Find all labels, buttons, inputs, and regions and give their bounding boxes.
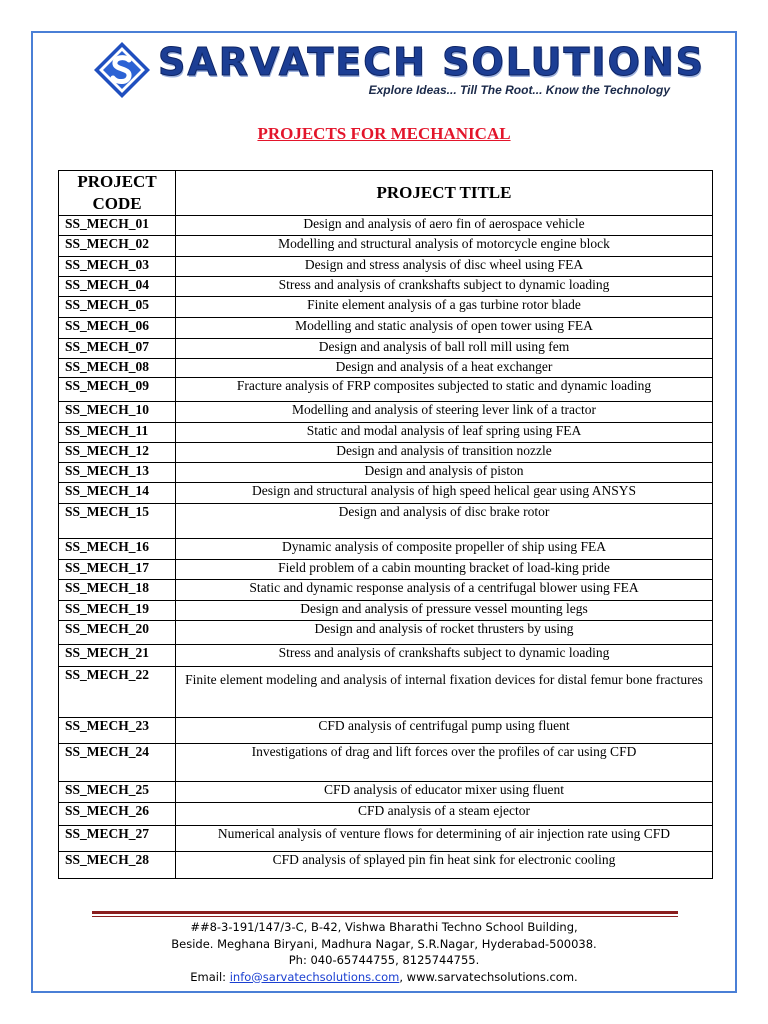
table-header-row: [59, 171, 713, 216]
project-title-cell: Static and dynamic response analysis of a centrifugal blower using FEA: [176, 580, 713, 601]
project-code-cell: SS_MECH_21: [59, 645, 176, 667]
project-code-cell: SS_MECH_15: [59, 504, 176, 539]
table-row: [59, 277, 713, 297]
document-title: [0, 124, 768, 144]
project-title-cell: Design and analysis of transition nozzle: [176, 443, 713, 463]
table-row: [59, 645, 713, 667]
phone-numbers: Ph: 040-65744755, 8125744755.: [288, 953, 480, 967]
project-code-cell: SS_MECH_26: [59, 803, 176, 826]
project-code-cell: SS_MECH_19: [59, 601, 176, 621]
table-row: [59, 483, 713, 504]
projects-table: [58, 170, 713, 879]
document-title-text: PROJECTS FOR MECHANICAL: [257, 124, 511, 143]
project-code-cell: SS_MECH_05: [59, 297, 176, 318]
table-row: [59, 803, 713, 826]
project-title-cell: Design and stress analysis of disc wheel using FEA: [176, 257, 713, 277]
letterhead: [92, 40, 706, 102]
project-title-cell: Design and analysis of pressure vessel mounting legs: [176, 601, 713, 621]
project-code-cell: SS_MECH_06: [59, 318, 176, 339]
project-title-cell: Modelling and analysis of steering lever link of a tractor: [176, 402, 713, 423]
table-row: [59, 601, 713, 621]
table-row: [59, 852, 713, 879]
project-title-cell: Design and analysis of aero fin of aerospace vehicle: [176, 216, 713, 236]
project-title-cell: Design and analysis of rocket thrusters by using: [176, 621, 713, 645]
email-label: Email:: [190, 969, 230, 984]
company-logo-icon: [92, 40, 152, 100]
table-row: [59, 216, 713, 236]
footer-divider-thin: [92, 916, 678, 917]
project-title-cell: Finite element modeling and analysis of internal fixation devices for distal femur bone fractures: [176, 667, 713, 718]
footer-divider: [92, 911, 678, 914]
project-title-cell: Numerical analysis of venture flows for determining of air injection rate using CFD: [176, 826, 713, 852]
project-title-cell: Stress and analysis of crankshafts subject to dynamic loading: [176, 277, 713, 297]
table-row: [59, 826, 713, 852]
project-code-cell: SS_MECH_25: [59, 782, 176, 803]
header-project-title: PROJECT TITLE: [176, 171, 713, 216]
project-title-cell: Design and analysis of piston: [176, 463, 713, 483]
project-code-cell: SS_MECH_02: [59, 236, 176, 257]
project-code-cell: SS_MECH_10: [59, 402, 176, 423]
email-line: [0, 969, 768, 986]
email-link[interactable]: info@sarvatechsolutions.com: [229, 969, 400, 984]
table-row: [59, 667, 713, 718]
project-code-cell: SS_MECH_07: [59, 339, 176, 359]
project-code-cell: SS_MECH_13: [59, 463, 176, 483]
table-row: [59, 782, 713, 803]
table-row: [59, 443, 713, 463]
project-code-cell: SS_MECH_27: [59, 826, 176, 852]
table-row: [59, 359, 713, 378]
project-title-cell: CFD analysis of educator mixer using fluent: [176, 782, 713, 803]
project-code-cell: SS_MECH_11: [59, 423, 176, 443]
project-title-cell: CFD analysis of a steam ejector: [176, 803, 713, 826]
table-row: [59, 378, 713, 402]
table-row: [59, 539, 713, 560]
project-title-cell: Modelling and static analysis of open tower using FEA: [176, 318, 713, 339]
table-row: [59, 318, 713, 339]
table-row: [59, 504, 713, 539]
project-title-cell: Design and analysis of ball roll mill using fem: [176, 339, 713, 359]
address-line-2: Beside. Meghana Biryani, Madhura Nagar, S.R.Nagar, Hyderabad-500038.: [171, 936, 597, 951]
project-title-cell: Design and analysis of a heat exchanger: [176, 359, 713, 378]
project-code-cell: SS_MECH_14: [59, 483, 176, 504]
project-title-cell: Modelling and structural analysis of motorcycle engine block: [176, 236, 713, 257]
project-title-cell: Field problem of a cabin mounting bracket of load-king pride: [176, 560, 713, 580]
project-code-cell: SS_MECH_01: [59, 216, 176, 236]
table-row: [59, 339, 713, 359]
project-title-cell: Fracture analysis of FRP composites subjected to static and dynamic loading: [176, 378, 713, 402]
table-row: [59, 621, 713, 645]
projects-table-body: [59, 216, 713, 879]
table-row: [59, 297, 713, 318]
table-row: [59, 580, 713, 601]
address-line-1: ##8-3-191/147/3-C, B-42, Vishwa Bharathi Techno School Building,: [190, 920, 578, 934]
project-code-cell: SS_MECH_28: [59, 852, 176, 879]
project-title-cell: Stress and analysis of crankshafts subject to dynamic loading: [176, 645, 713, 667]
project-code-cell: SS_MECH_22: [59, 667, 176, 718]
project-title-cell: Investigations of drag and lift forces over the profiles of car using CFD: [176, 744, 713, 782]
table-row: [59, 560, 713, 580]
project-code-cell: SS_MECH_12: [59, 443, 176, 463]
project-title-cell: Design and structural analysis of high speed helical gear using ANSYS: [176, 483, 713, 504]
table-row: [59, 423, 713, 443]
table-row: [59, 463, 713, 483]
project-code-cell: SS_MECH_04: [59, 277, 176, 297]
website-text: , www.sarvatechsolutions.com.: [399, 969, 578, 984]
header-project-code: PROJECT CODE: [59, 171, 176, 216]
project-code-cell: SS_MECH_23: [59, 718, 176, 744]
project-title-cell: Static and modal analysis of leaf spring using FEA: [176, 423, 713, 443]
table-row: [59, 718, 713, 744]
project-code-cell: SS_MECH_24: [59, 744, 176, 782]
project-code-cell: SS_MECH_17: [59, 560, 176, 580]
project-title-cell: Design and analysis of disc brake rotor: [176, 504, 713, 539]
company-name: SARVATECH SOLUTIONS: [158, 40, 706, 84]
project-title-cell: Finite element analysis of a gas turbine rotor blade: [176, 297, 713, 318]
project-title-cell: Dynamic analysis of composite propeller of ship using FEA: [176, 539, 713, 560]
footer-contact: [0, 919, 768, 985]
table-row: [59, 402, 713, 423]
project-title-cell: CFD analysis of centrifugal pump using fluent: [176, 718, 713, 744]
project-code-cell: SS_MECH_03: [59, 257, 176, 277]
project-title-cell: CFD analysis of splayed pin fin heat sink for electronic cooling: [176, 852, 713, 879]
project-code-cell: SS_MECH_20: [59, 621, 176, 645]
table-row: [59, 257, 713, 277]
table-row: [59, 744, 713, 782]
project-code-cell: SS_MECH_18: [59, 580, 176, 601]
project-code-cell: SS_MECH_08: [59, 359, 176, 378]
table-row: [59, 236, 713, 257]
project-code-cell: SS_MECH_09: [59, 378, 176, 402]
project-code-cell: SS_MECH_16: [59, 539, 176, 560]
company-tagline: Explore Ideas... Till The Root... Know the Technology: [368, 83, 670, 97]
